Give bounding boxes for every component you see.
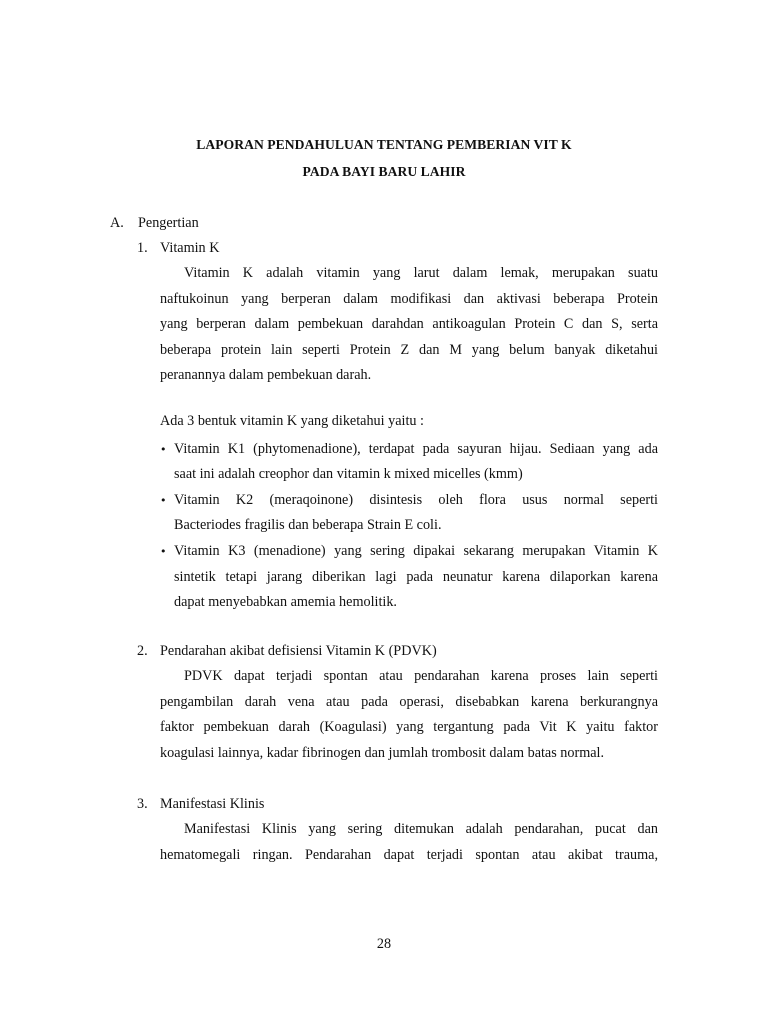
- item-2-marker: 2.: [137, 643, 148, 659]
- item-3-paragraph-line: Manifestasi Klinis yang sering ditemukan adalah pendarahan, pucat dan: [184, 821, 658, 837]
- item-1-paragraph-line: yang berperan dalam pembekuan darahdan antikoagulan Protein C dan S, serta: [160, 316, 658, 332]
- document-title-line-1: LAPORAN PENDAHULUAN TENTANG PEMBERIAN VIT K: [196, 137, 572, 152]
- bullet-marker: •: [160, 545, 167, 558]
- item-1-paragraph-line: Vitamin K adalah vitamin yang larut dalam lemak, merupakan suatu: [184, 265, 658, 281]
- bullet-marker: •: [160, 443, 167, 456]
- bullet-marker: •: [160, 494, 167, 507]
- item-2-paragraph-line: PDVK dapat terjadi spontan atau pendarahan karena proses lain seperti: [184, 668, 658, 684]
- bullet-item-line: saat ini adalah creophor dan vitamin k mixed micelles (kmm): [174, 466, 523, 482]
- item-1-marker: 1.: [137, 240, 148, 256]
- bullet-item-line: sintetik tetapi jarang diberikan lagi pada neunatur karena dilaporkan karena: [174, 569, 658, 585]
- vitamin-forms-intro: Ada 3 bentuk vitamin K yang diketahui yaitu :: [160, 413, 424, 429]
- bullet-item-line: dapat menyebabkan amemia hemolitik.: [174, 594, 397, 610]
- item-1-paragraph-line: beberapa protein lain seperti Protein Z dan M yang belum banyak diketahui: [160, 342, 658, 358]
- item-2-paragraph-line: koagulasi lainnya, kadar fibrinogen dan jumlah trombosit dalam batas normal.: [160, 745, 605, 761]
- item-1-paragraph-line: peranannya dalam pembekuan darah.: [160, 367, 372, 383]
- bullet-item-line: Vitamin K2 (meraqoinone) disintesis oleh flora usus normal seperti: [174, 492, 658, 508]
- item-3-marker: 3.: [137, 796, 148, 812]
- item-3-paragraph-line: hematomegali ringan. Pendarahan dapat terjadi spontan atau akibat trauma,: [160, 847, 658, 863]
- bullet-item-line: Vitamin K3 (menadione) yang sering dipakai sekarang merupakan Vitamin K: [174, 543, 658, 559]
- item-2-heading: Pendarahan akibat defisiensi Vitamin K (PDVK): [160, 643, 437, 659]
- item-3-heading: Manifestasi Klinis: [160, 796, 265, 812]
- item-1-heading: Vitamin K: [160, 240, 220, 256]
- page-number: 28: [376, 936, 392, 952]
- item-1-paragraph-line: naftukoinun yang berperan dalam modifikasi dan aktivasi beberapa Protein: [160, 291, 658, 307]
- document-title-line-2: PADA BAYI BARU LAHIR: [302, 164, 466, 179]
- item-2-paragraph-line: faktor pembekuan darah (Koagulasi) yang tergantung pada Vit K yaitu faktor: [160, 719, 658, 735]
- section-a-marker: A.: [110, 215, 124, 231]
- bullet-item-line: Bacteriodes fragilis dan beberapa Strain E coli.: [174, 517, 442, 533]
- bullet-item-line: Vitamin K1 (phytomenadione), terdapat pada sayuran hijau. Sediaan yang ada: [174, 441, 658, 457]
- section-a-heading: Pengertian: [138, 215, 199, 231]
- item-2-paragraph-line: pengambilan darah vena atau pada operasi, disebabkan karena berkurangnya: [160, 694, 658, 710]
